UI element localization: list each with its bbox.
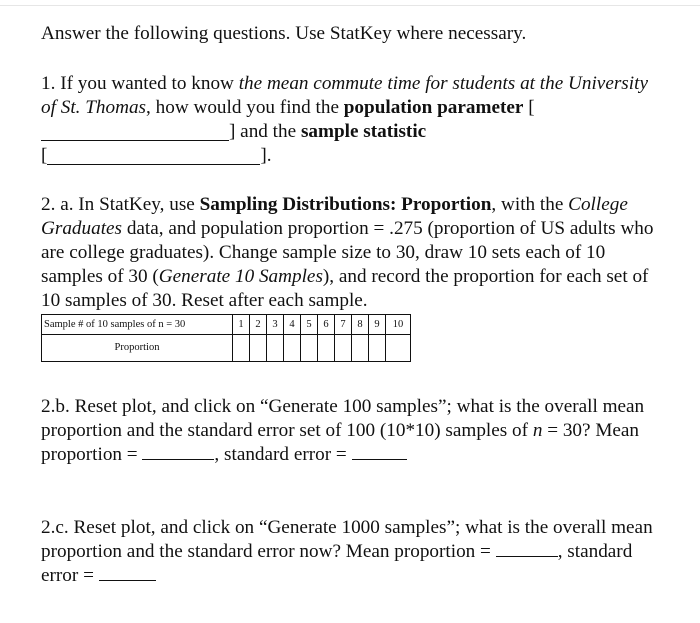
table-cell[interactable] — [301, 335, 318, 362]
q2b-text: = 30? Mean proportion = — [41, 420, 640, 465]
question-1 — [41, 72, 661, 168]
table-cell[interactable] — [335, 335, 352, 362]
standard-error-blank[interactable] — [352, 444, 407, 460]
table-column-header: 5 — [301, 315, 318, 335]
proportion-table — [41, 314, 411, 362]
table-header-row — [42, 315, 411, 335]
sample-statistic-blank[interactable] — [47, 147, 260, 165]
document-page — [41, 22, 661, 588]
q1-bold: population parameter — [343, 97, 524, 118]
table-cell[interactable] — [250, 335, 267, 362]
table-column-header: 9 — [369, 315, 386, 335]
q1-text: , how would you find the — [146, 97, 344, 118]
q1-bold: sample statistic — [300, 121, 427, 142]
q2a-italic: College Graduates — [41, 194, 628, 239]
table-column-header: 6 — [318, 315, 335, 335]
mean-proportion-blank[interactable] — [142, 444, 214, 460]
instructions: Answer the following questions. Use StatKey where necessary. — [41, 23, 527, 44]
table-cell[interactable] — [386, 335, 411, 362]
q2a-text: , with the — [491, 194, 569, 215]
table-cell[interactable] — [267, 335, 284, 362]
standard-error-blank[interactable] — [99, 565, 156, 581]
table-cell[interactable] — [369, 335, 386, 362]
table-column-header: 4 — [284, 315, 301, 335]
q2a-text: data, and population proportion = .275 (proportion of US adults who are college graduates). Change sample size to 30, draw 10 sets each of 10 samples of 30 ( — [41, 218, 654, 287]
table-column-header: 8 — [352, 315, 369, 335]
q2b-text: 2.b. Reset plot, and click on “Generate 100 samples”; what is the overall mean proportion and the standard error set of 100 (10*10) samples of — [41, 396, 645, 441]
top-divider — [0, 5, 700, 6]
table-cell[interactable] — [233, 335, 250, 362]
table-column-header: 2 — [250, 315, 267, 335]
table-cell[interactable] — [352, 335, 369, 362]
table-column-header: 7 — [335, 315, 352, 335]
q2c-text: 2.c. Reset plot, and click on “Generate 1000 samples”; what is the overall mean proportion and the standard error now? Mean proportion = — [41, 517, 653, 562]
q2c-text: , standard error = — [41, 541, 633, 586]
table-column-header: 10 — [386, 315, 411, 335]
table-column-header: 3 — [267, 315, 284, 335]
q2a-text: ), and record the proportion for each set of 10 samples of 30. Reset after each sample. — [41, 266, 649, 311]
table-column-header: 1 — [233, 315, 250, 335]
question-2c — [41, 516, 661, 588]
table-header-label: Sample # of 10 samples of n = 30 — [42, 315, 233, 335]
table-row — [42, 335, 411, 362]
q1-text: ]. — [260, 145, 272, 166]
population-parameter-blank[interactable] — [41, 123, 229, 141]
q2a-bold: Sampling Distributions: Proportion — [199, 194, 492, 215]
q1-bracket: [ — [523, 97, 535, 118]
q1-italic: the mean commute time for students at the University of St. Thomas — [41, 73, 648, 118]
q1-text: ] and the — [229, 121, 301, 142]
q2a-italic: Generate 10 Samples — [158, 266, 323, 287]
q2a-text: 2. a. In StatKey, use — [41, 194, 200, 215]
q2b-text: , standard error = — [214, 444, 352, 465]
mean-proportion-blank[interactable] — [496, 541, 558, 557]
question-2a — [41, 193, 661, 313]
table-cell[interactable] — [318, 335, 335, 362]
q1-text: 1. If you wanted to know — [41, 73, 239, 94]
question-2b — [41, 395, 661, 467]
table-row-label: Proportion — [42, 335, 233, 362]
q1-bracket: [ — [41, 145, 48, 166]
table-cell[interactable] — [284, 335, 301, 362]
q2b-italic: n — [532, 420, 543, 441]
